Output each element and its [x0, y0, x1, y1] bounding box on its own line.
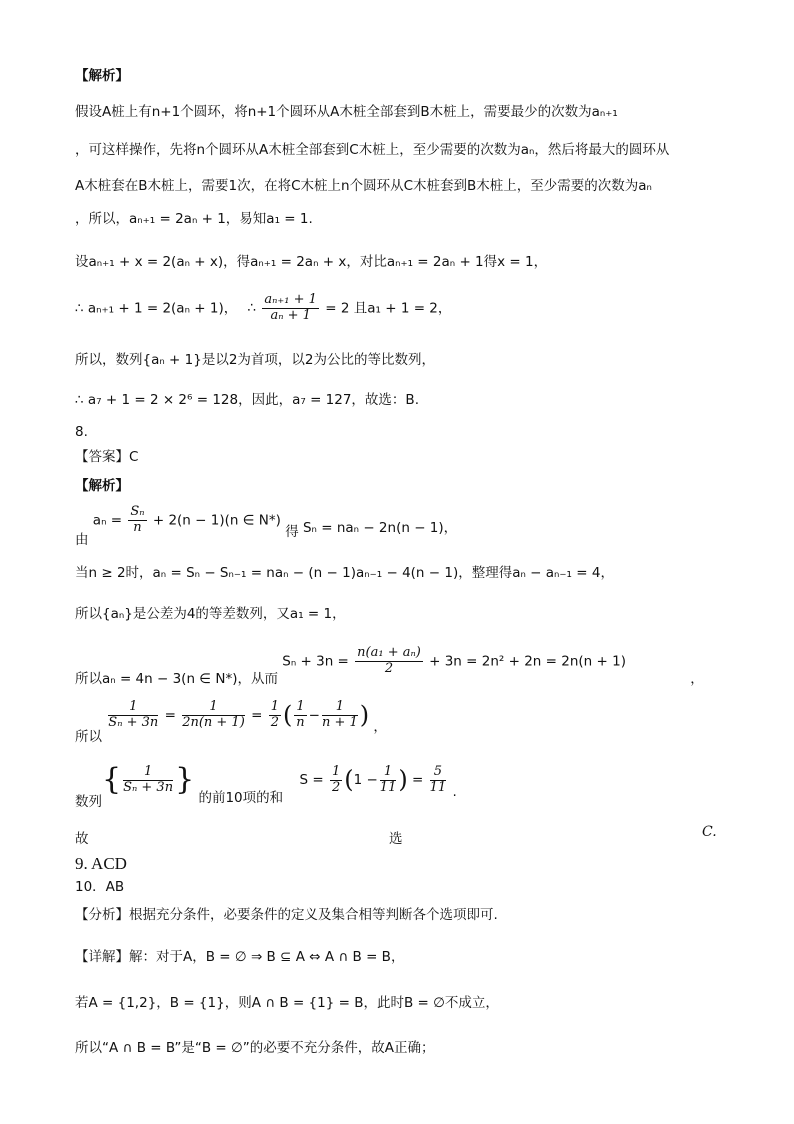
q8-l5-eq2: = [251, 707, 263, 724]
q8-l6-eq: = [412, 772, 424, 788]
q8-l5-fraction-5: $\frac{1}{n + 1}$ [321, 699, 358, 730]
q8-l4-a: 所以aₙ = 4n − 3(n ∈ N*)，从而 [75, 671, 278, 688]
q8-l1-rest: + 2(n − 1)(n ∈ N*) [152, 512, 281, 529]
q8-l5-minus: − [308, 707, 320, 724]
q7-line-8: ∴ a₇ + 1 = 2 × 2⁶ = 128，因此，a₇ = 127，故选：B. [75, 392, 419, 408]
q8-l6-end: . [452, 784, 457, 800]
q9-answer: 9. ACD [75, 854, 127, 873]
q7-l6-fraction: $\frac{\text{aₙ₊₁ + 1}}{\text{aₙ + 1}}$ [264, 292, 317, 323]
q7-line-3: A木桩套在B木桩上，需要1次，在将C木桩上n个圆环从C木桩套到B木桩上，至少需要的次数为aₙ [75, 178, 652, 194]
q8-l4-c: + 3n = 2n² + 2n = 2n(n + 1) [429, 653, 626, 670]
q8-line-5: 所以 $\frac{1}{\text{Sₙ + 3n}}$ = $\frac{1}{2n(n + 1)}$ = $\frac{1}{2}$ ( $\frac{1}{n}$ − $\frac{1}{n + 1}$ ) ， [75, 699, 387, 746]
q8-line-3: 所以{aₙ}是公差为4的等差数列，又a₁ = 1， [75, 606, 346, 622]
q8-l6-eleventh: $\frac{1}{11}$ [379, 763, 397, 795]
q10-line-2: 若A = {1,2}，B = {1}，则A ∩ B = {1} = B，此时B = ∅不成立， [75, 995, 499, 1011]
q8-l6-half: $\frac{1}{2}$ [331, 763, 341, 795]
q8-l6-mid: 的前10项的和 [198, 790, 284, 806]
q8-l4-end: ， [690, 671, 704, 688]
q8-l6-lead: 数列 [75, 794, 102, 810]
q7-line-2: ，可这样操作，先将n个圆环从A木桩全部套到C木桩上，至少需要的次数为aₙ，然后将最大的圆环从 [75, 142, 670, 158]
q8-line-7-c: C. [702, 824, 717, 840]
q8-answer: 【答案】C [75, 449, 139, 465]
q8-line-7-xuan: 选 [389, 831, 403, 847]
q8-heading: 【解析】 [75, 478, 129, 494]
q7-l6-c: 且a₁ + 1 = 2， [353, 300, 452, 317]
q8-l6-one: 1 − [353, 772, 378, 788]
q8-l5-end: ， [373, 719, 387, 736]
q8-line-4 [75, 645, 704, 688]
q8-number: 8. [75, 424, 88, 440]
q10-answer: 10．AB [75, 879, 125, 895]
q8-l5-lead: 所以 [75, 729, 102, 746]
q8-l6-s: S = [299, 772, 324, 788]
q8-l4-fraction: $\frac{\text{n(a₁ + aₙ)}}{2}$ [357, 645, 421, 676]
q7-heading: 【解析】 [75, 68, 129, 84]
q8-l1-result: Sₙ = naₙ − 2n(n − 1)， [302, 520, 458, 537]
q8-l1-fraction: $\frac{\text{Sₙ}}{n}$ [130, 504, 145, 535]
q8-l5-fraction-3: $\frac{1}{2}$ [270, 699, 279, 730]
q10-detail: 【详解】解：对于A，B = ∅ ⇒ B ⊆ A ⇔ A ∩ B = B， [75, 949, 405, 965]
q8-l5-fraction-4: $\frac{1}{n}$ [296, 699, 305, 730]
q8-line-2: 当n ≥ 2时，aₙ = Sₙ − Sₙ₋₁ = naₙ − (n − 1)aₙ₋₁ − 4(n − 1)，整理得aₙ − aₙ₋₁ = 4， [75, 565, 614, 581]
q8-l6-result: $\frac{5}{11}$ [429, 763, 447, 795]
q8-l5-fraction-2: $\frac{1}{2n(n + 1)}$ [182, 699, 245, 730]
q8-line-1 [75, 504, 458, 549]
q10-line-3: 所以“A ∩ B = B”是“B = ∅”的必要不充分条件，故A正确； [75, 1040, 435, 1056]
q8-l5-fraction-1: $\frac{1}{\text{Sₙ + 3n}}$ [108, 699, 159, 730]
q7-l6-b: = 2 [325, 300, 350, 317]
q7-line-7: 所以，数列{aₙ + 1}是以2为首项，以2为公比的等比数列， [75, 352, 435, 368]
q7-l6-a: ∴ aₙ₊₁ + 1 = 2(aₙ + 1)， [75, 300, 238, 317]
q7-line-6: ∴ aₙ₊₁ + 1 = 2(aₙ + 1)， ∴ $\frac{\text{aₙ₊₁ + 1}}{\text{aₙ + 1}}$ = 2 且a₁ + 1 = 2， [75, 292, 452, 323]
q8-l1-you: 由 [75, 532, 89, 549]
q7-line-1: 假设A桩上有n+1个圆环，将n+1个圆环从A木桩全部套到B木桩上，需要最少的次数为aₙ₊₁ [75, 104, 618, 120]
q8-l5-eq1: = [164, 707, 176, 724]
q8-l4-b: Sₙ + 3n = [282, 653, 349, 670]
q7-line-4: ，所以，aₙ₊₁ = 2aₙ + 1，易知a₁ = 1. [75, 211, 313, 227]
q8-line-7-gu: 故 [75, 831, 89, 847]
q10-analysis: 【分析】根据充分条件，必要条件的定义及集合相等判断各个选项即可. [75, 907, 498, 923]
q8-l1-de: 得 [285, 524, 299, 541]
q8-l6-fraction: $\frac{1}{\text{Sₙ + 3n}}$ [123, 763, 174, 795]
q7-line-5: 设aₙ₊₁ + x = 2(aₙ + x)，得aₙ₊₁ = 2aₙ + x，对比aₙ₊₁ = 2aₙ + 1得x = 1， [75, 254, 548, 270]
q8-l1-an: aₙ = [92, 512, 123, 529]
q8-line-6: 数列{ $\frac{1}{\text{Sₙ + 3n}}$ } 的前10项的和 S = $\frac{1}{2}$ (1 − $\frac{1}{11}$ ) = $\frac{5}{11}$ . [75, 762, 457, 810]
